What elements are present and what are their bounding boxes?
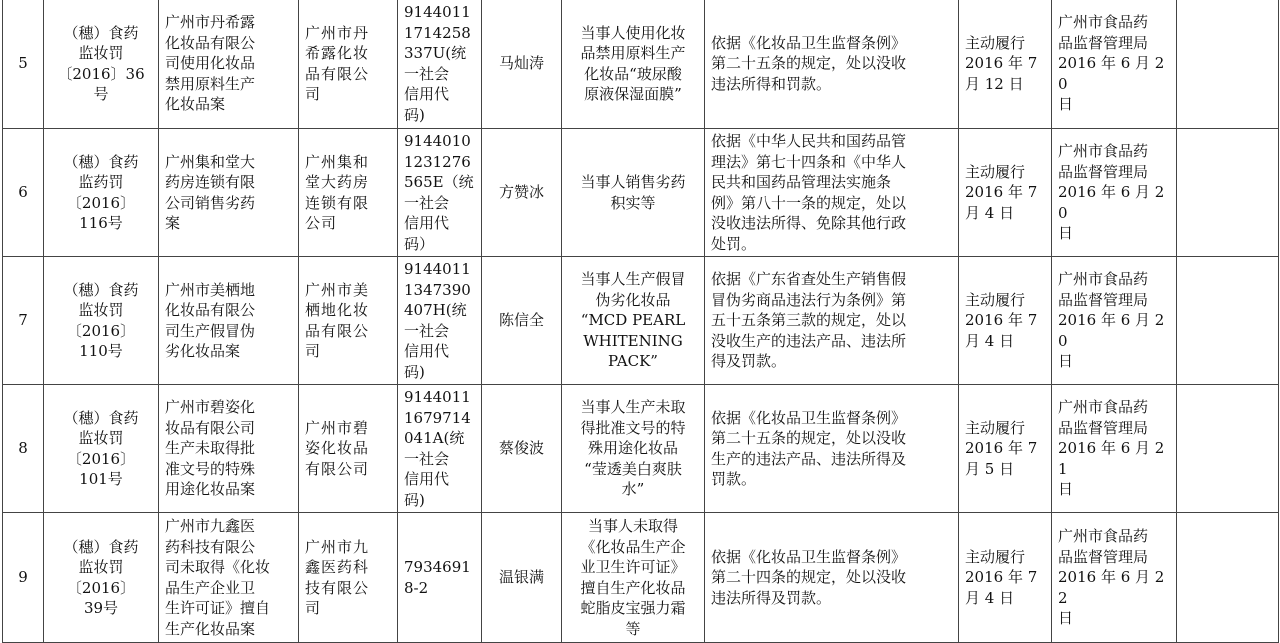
legal-representative: 蔡俊波 [482,385,562,513]
remark-cell [1177,0,1279,129]
party-name: 广州市丹 希露化妆 品有限公 司 [299,0,398,129]
legal-representative: 马灿涛 [482,0,562,129]
party-name: 广州市碧 姿化妆品 有限公司 [299,385,398,513]
execution-status: 主动履行 2016 年 7 月 4 日 [959,129,1052,257]
case-name: 广州市碧姿化 妆品有限公司 生产未取得批 准文号的特殊 用途化妆品案 [159,385,299,513]
party-name: 广州市美 栖地化妆 品有限公 司 [299,257,398,385]
remark-cell [1177,257,1279,385]
table-row [3,129,1279,257]
penalty-basis: 依据《化妆品卫生监督条例》 第二十五条的规定，处以没收 违法所得和罚款。 [705,0,959,129]
document-number: （穗）食药 监妆罚 〔2016〕 110号 [44,257,159,385]
authority-and-date: 广州市食品药 品监督管理局 2016 年 6 月 20 日 [1052,0,1177,129]
violation-facts: 当事人销售劣药 积实等 [562,129,705,257]
credit-code: 9144010 1231276 565E（统 一社会 信用代 码） [398,129,482,257]
remark-cell [1177,385,1279,513]
penalty-basis: 依据《化妆品卫生监督条例》 第二十五条的规定，处以没收 生产的违法产品、违法所得及 罚款。 [705,385,959,513]
authority-and-date: 广州市食品药 品监督管理局 2016 年 6 月 21 日 [1052,385,1177,513]
row-number: 9 [3,513,44,643]
credit-code: 9144011 1714258 337U(统 一社会 信用代 码) [398,0,482,129]
document-number: （穗）食药 监药罚 〔2016〕 116号 [44,129,159,257]
remark-cell [1177,513,1279,643]
table-row [3,513,1279,643]
row-number: 8 [3,385,44,513]
case-name: 广州市美栖地 化妆品有限公 司生产假冒伪 劣化妆品案 [159,257,299,385]
credit-code: 7934691 8-2 [398,513,482,643]
row-number: 7 [3,257,44,385]
party-name: 广州市九 鑫医药科 技有限公 司 [299,513,398,643]
execution-status: 主动履行 2016 年 7 月 12 日 [959,0,1052,129]
legal-representative: 方赞冰 [482,129,562,257]
authority-and-date: 广州市食品药 品监督管理局 2016 年 6 月 20 日 [1052,257,1177,385]
case-name: 广州市九鑫医 药科技有限公 司未取得《化妆 品生产企业卫 生许可证》擅自 生产化妆品案 [159,513,299,643]
penalty-basis: 依据《广东省查处生产销售假 冒伪劣商品违法行为条例》第 五十五条第三款的规定，处以 没收生产的违法产品、违法所 得及罚款。 [705,257,959,385]
execution-status: 主动履行 2016 年 7 月 4 日 [959,513,1052,643]
table-row [3,385,1279,513]
table-row [3,257,1279,385]
execution-status: 主动履行 2016 年 7 月 4 日 [959,257,1052,385]
credit-code: 9144011 1347390 407H(统 一社会 信用代 码) [398,257,482,385]
row-number: 5 [3,0,44,129]
violation-facts: 当事人使用化妆 品禁用原料生产 化妆品“玻尿酸 原液保湿面膜” [562,0,705,129]
table-row [3,0,1279,129]
document-number: （穗）食药 监妆罚 〔2016〕36 号 [44,0,159,129]
document-number: （穗）食药 监妆罚 〔2016〕 39号 [44,513,159,643]
violation-facts: 当事人生产假冒 伪劣化妆品 “MCD PEARL WHITENING PACK” [562,257,705,385]
penalty-table [2,0,1279,643]
penalty-basis: 依据《中华人民共和国药品管 理法》第七十四条和《中华人 民共和国药品管理法实施条 例》第八十一条的规定，处以 没收违法所得、免除其他行政 处罚。 [705,129,959,257]
credit-code: 9144011 1679714 041A(统 一社会 信用代 码) [398,385,482,513]
document-number: （穗）食药 监妆罚 〔2016〕 101号 [44,385,159,513]
penalty-basis: 依据《化妆品卫生监督条例》 第二十四条的规定，处以没收 违法所得及罚款。 [705,513,959,643]
row-number: 6 [3,129,44,257]
violation-facts: 当事人生产未取 得批准文号的特 殊用途化妆品 “莹透美白爽肤 水” [562,385,705,513]
legal-representative: 陈信全 [482,257,562,385]
authority-and-date: 广州市食品药 品监督管理局 2016 年 6 月 20 日 [1052,129,1177,257]
violation-facts: 当事人未取得 《化妆品生产企 业卫生许可证》 擅自生产化妆品 蛇脂皮宝强力霜 等 [562,513,705,643]
authority-and-date: 广州市食品药 品监督管理局 2016 年 6 月 22 日 [1052,513,1177,643]
party-name: 广州集和 堂大药房 连锁有限 公司 [299,129,398,257]
case-name: 广州市丹希露 化妆品有限公 司使用化妆品 禁用原料生产 化妆品案 [159,0,299,129]
case-name: 广州集和堂大 药房连锁有限 公司销售劣药 案 [159,129,299,257]
remark-cell [1177,129,1279,257]
execution-status: 主动履行 2016 年 7 月 5 日 [959,385,1052,513]
legal-representative: 温银满 [482,513,562,643]
